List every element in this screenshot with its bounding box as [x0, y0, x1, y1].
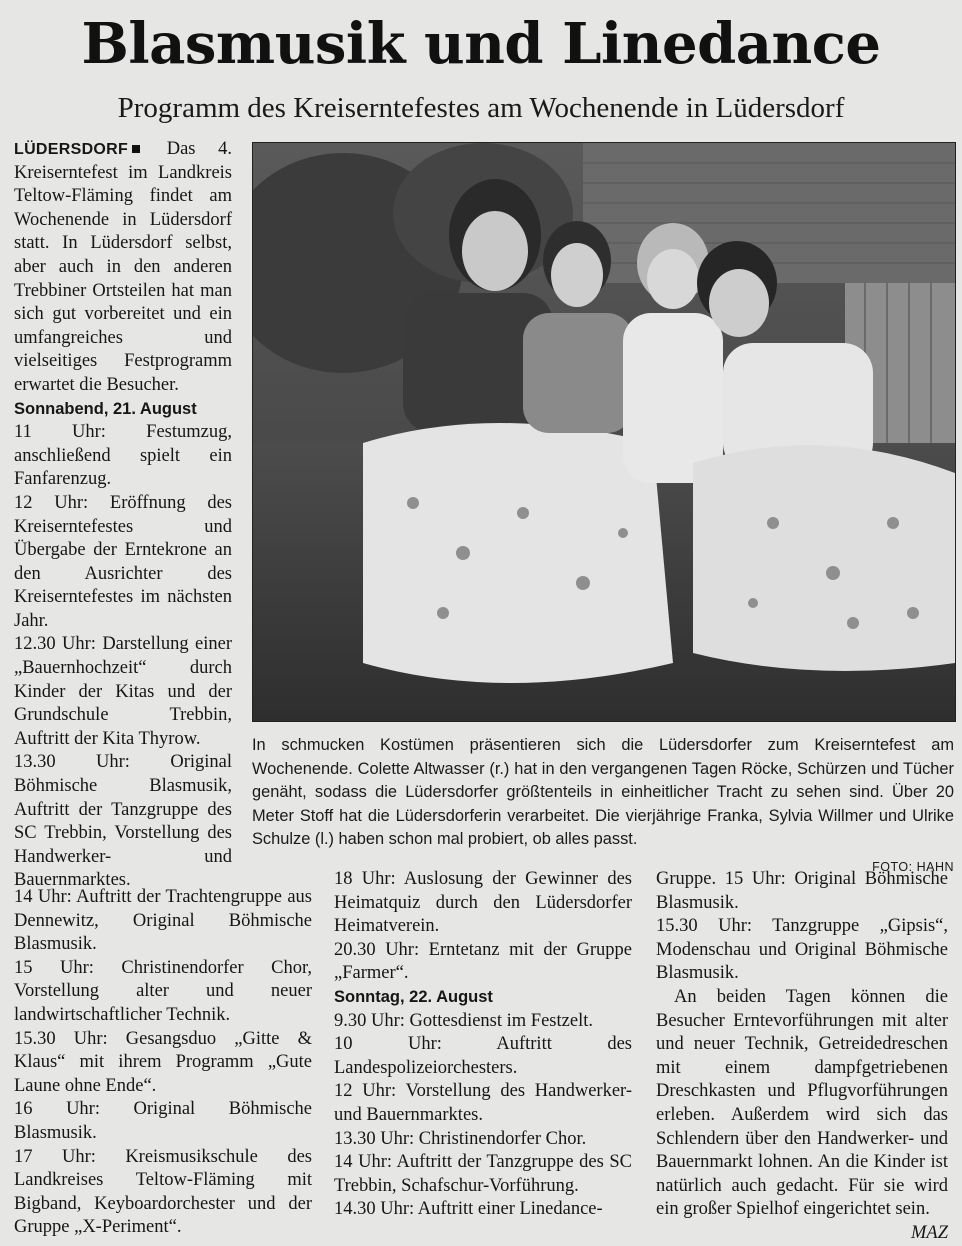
- caption-text: In schmucken Kostümen präsentieren sich die Lüdersdorfer zum Kreiserntefest am Wochenende. Colette Altwasser (r.) hat in den vergangenen Tagen Röcke, Schürzen und Tücher genäht, sodass die Lüdersdorfer größtenteils in einheitlicher Tracht zu sehen sind. Über 20 Meter Stoff hat die Lüdersdorferin verarbeitet. Die vierjährige Franka, Sylvia Willmer und Ulrike Schulze (l.) haben schon mal probiert, ob alles passt.: [252, 736, 954, 848]
- schedule-item: 10 Uhr: Auftritt des Landespolizeiorchesters.: [334, 1034, 632, 1078]
- schedule-item: 14 Uhr: Auftritt der Tanzgruppe des SC Trebbin, Schafschur-Vorführung.: [334, 1152, 632, 1196]
- column-3: [656, 868, 948, 1246]
- schedule-item: 15 Uhr: Christinendorfer Chor, Vorstellung alter und neuer landwirtschaftlicher Technik.: [14, 957, 312, 1025]
- column-1-lower: [14, 886, 312, 1240]
- schedule-item: 14.30 Uhr: Auftritt einer Linedance-: [334, 1199, 603, 1220]
- dateline-square-icon: [132, 145, 140, 153]
- schedule-item: Gruppe. 15 Uhr: Original Böhmische Blasmusik.: [656, 869, 948, 913]
- schedule-item: 17 Uhr: Kreismusikschule des Landkreises Teltow-Fläming mit Bigband, Keyboardorchester und der Gruppe „X-Periment“.: [14, 1146, 312, 1238]
- headline: Blasmusik und Linedance: [81, 11, 881, 77]
- photo-image: [253, 143, 955, 721]
- photo-credit: FOTO: HAHN: [872, 859, 954, 874]
- column-2: [334, 868, 632, 1222]
- schedule-item: 14 Uhr: Auftritt der Trachtengruppe aus Dennewitz, Original Böhmische Blasmusik.: [14, 887, 312, 955]
- schedule-item: 13.30 Uhr: Original Böhmische Blasmusik, Auftritt der Tanzgruppe des SC Trebbin, Vorstellung des Handwerker- und Bauernmarktes.: [14, 752, 232, 891]
- photo-caption: [252, 734, 954, 879]
- intro-paragraph: [14, 138, 232, 398]
- group-photo: [252, 142, 956, 722]
- sunday-heading: Sonntag, 22. August: [334, 987, 493, 1006]
- subheadline: Programm des Kreiserntefestes am Wochenende in Lüdersdorf: [117, 92, 845, 124]
- schedule-item: 11 Uhr: Festumzug, anschließend spielt ein Fanfarenzug.: [14, 422, 232, 490]
- schedule-item: 9.30 Uhr: Gottesdienst im Festzelt.: [334, 1010, 593, 1031]
- schedule-item: 15.30 Uhr: Gesangsduo „Gitte & Klaus“ mit ihrem Programm „Gute Laune ohne Ende“.: [14, 1028, 312, 1096]
- intro-text: Das 4. Kreiserntefest im Landkreis Teltow-Fläming findet am Wochenende in Lüdersdorf statt. In Lüdersdorf selbst, aber auch in den anderen Trebbiner Ortsteilen hat man sich gut vorbereitet und ein umfangreiches und vielseitiges Festprogramm erwartet die Besucher.: [14, 139, 232, 395]
- schedule-item: 20.30 Uhr: Erntetanz mit der Gruppe „Farmer“.: [334, 939, 632, 984]
- column-1: [14, 138, 232, 893]
- schedule-item: 12 Uhr: Vorstellung des Handwerker- und Bauernmarktes.: [334, 1081, 632, 1125]
- schedule-item: 15.30 Uhr: Tanzgruppe „Gipsis“, Modenschau und Original Böhmische Blasmusik.: [656, 916, 948, 984]
- signature: MAZ: [911, 1222, 948, 1243]
- schedule-item: 16 Uhr: Original Böhmische Blasmusik.: [14, 1099, 312, 1143]
- schedule-item: 18 Uhr: Auslosung der Gewinner des Heimatquiz durch den Lüdersdorfer Heimatverein.: [334, 869, 632, 937]
- schedule-item: 13.30 Uhr: Christinendorfer Chor.: [334, 1128, 587, 1149]
- dateline: LÜDERSDORF: [14, 141, 129, 158]
- signature-row: [656, 1222, 948, 1246]
- schedule-item: 12 Uhr: Eröffnung des Kreiserntefestes und Übergabe der Erntekrone an den Ausrichter des Kreiserntefestes im nächsten Jahr.: [14, 492, 232, 631]
- closing-paragraph: An beiden Tagen können die Besucher Erntevorführungen mit alter und neuer Technik, Getreidedreschen mit einem dampfgetriebenen Dreschkasten und Pflugvorführungen erleben. Außerdem wird sich das Schlendern über den Handwerker- und Bauernmarkt lohnen. An die Kinder ist natürlich auch gedacht. Für sie wird ein großer Spielhof eingerichtet sein.: [656, 986, 948, 1220]
- saturday-heading: Sonnabend, 21. August: [14, 399, 197, 418]
- schedule-item: 12.30 Uhr: Darstellung einer „Bauernhochzeit“ durch Kinder der Kitas und der Grundschule Trebbin, Auftritt der Kita Thyrow.: [14, 634, 232, 749]
